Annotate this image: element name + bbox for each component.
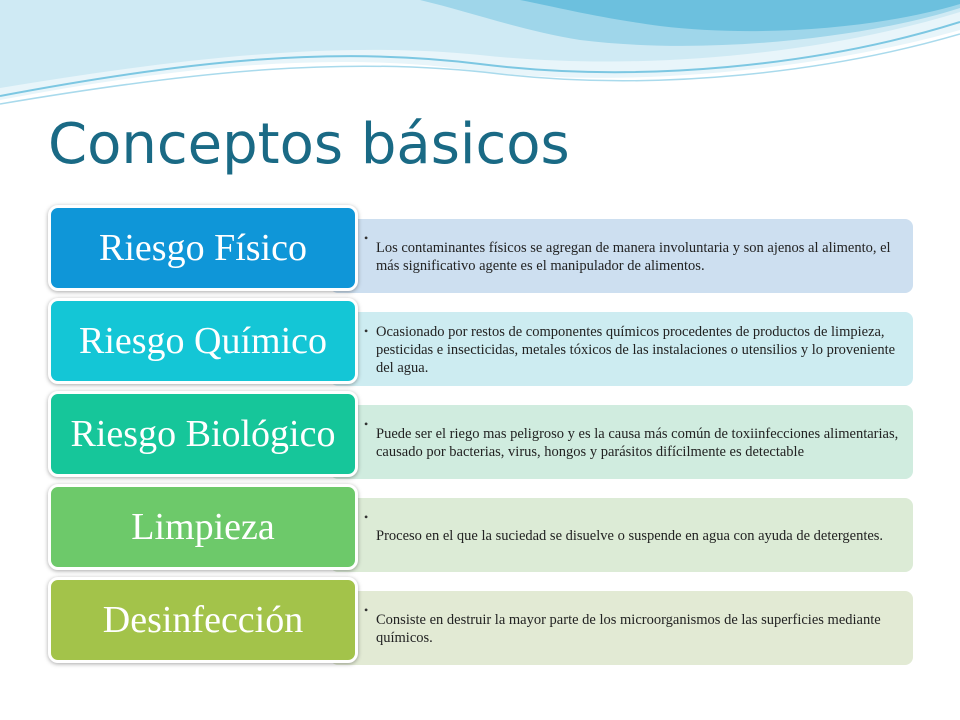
concept-row-desinfeccion bbox=[0, 577, 960, 669]
concept-label: Riesgo Físico bbox=[99, 227, 307, 269]
concept-row-limpieza bbox=[0, 484, 960, 576]
description-panel bbox=[330, 498, 913, 572]
description-panel bbox=[330, 591, 913, 665]
concept-label: Riesgo Químico bbox=[78, 320, 328, 362]
concept-label: Desinfección bbox=[102, 599, 304, 641]
description-panel bbox=[330, 219, 913, 293]
description-text: Consiste en destruir la mayor parte de los microorganismos de las superficies mediante químicos. bbox=[376, 612, 881, 646]
bullet-icon: • bbox=[364, 417, 369, 431]
concept-row-riesgo-biologico bbox=[0, 391, 960, 483]
description-text: Proceso en el que la suciedad se disuelve o suspende en agua con ayuda de detergentes. bbox=[376, 528, 884, 544]
bullet-icon: • bbox=[364, 603, 369, 617]
concept-label-box bbox=[48, 391, 358, 477]
concept-label-box bbox=[48, 205, 358, 291]
description-text: Los contaminantes físicos se agregan de manera involuntaria y son ajenos al alimento, el más significativo agente es el manipulador de alimentos. bbox=[376, 240, 891, 274]
concept-row-riesgo-fisico bbox=[0, 205, 960, 297]
decorative-wave-header bbox=[0, 0, 960, 120]
bullet-icon: • bbox=[364, 510, 369, 524]
concept-label-box bbox=[48, 577, 358, 663]
description-panel bbox=[330, 312, 913, 386]
description-text: Ocasionado por restos de componentes químicos procedentes de productos de limpieza, pesticidas e insecticidas, metales tóxicos de las instalaciones o utensilios y lo proveniente del agua. bbox=[376, 324, 896, 376]
concept-label: Limpieza bbox=[131, 506, 275, 548]
bullet-icon: • bbox=[364, 231, 369, 245]
description-panel bbox=[330, 405, 913, 479]
description-text: Puede ser el riego mas peligroso y es la causa más común de toxiinfecciones alimentarias, causado por bacterias, virus, hongos y parásitos difícilmente es detectable bbox=[376, 426, 899, 460]
bullet-icon: • bbox=[364, 324, 369, 338]
concept-label-box bbox=[48, 484, 358, 570]
concept-row-riesgo-quimico bbox=[0, 298, 960, 390]
concept-label: Riesgo Biológico bbox=[70, 413, 336, 455]
concept-label-box bbox=[48, 298, 358, 384]
page-title: Conceptos básicos bbox=[48, 112, 570, 177]
